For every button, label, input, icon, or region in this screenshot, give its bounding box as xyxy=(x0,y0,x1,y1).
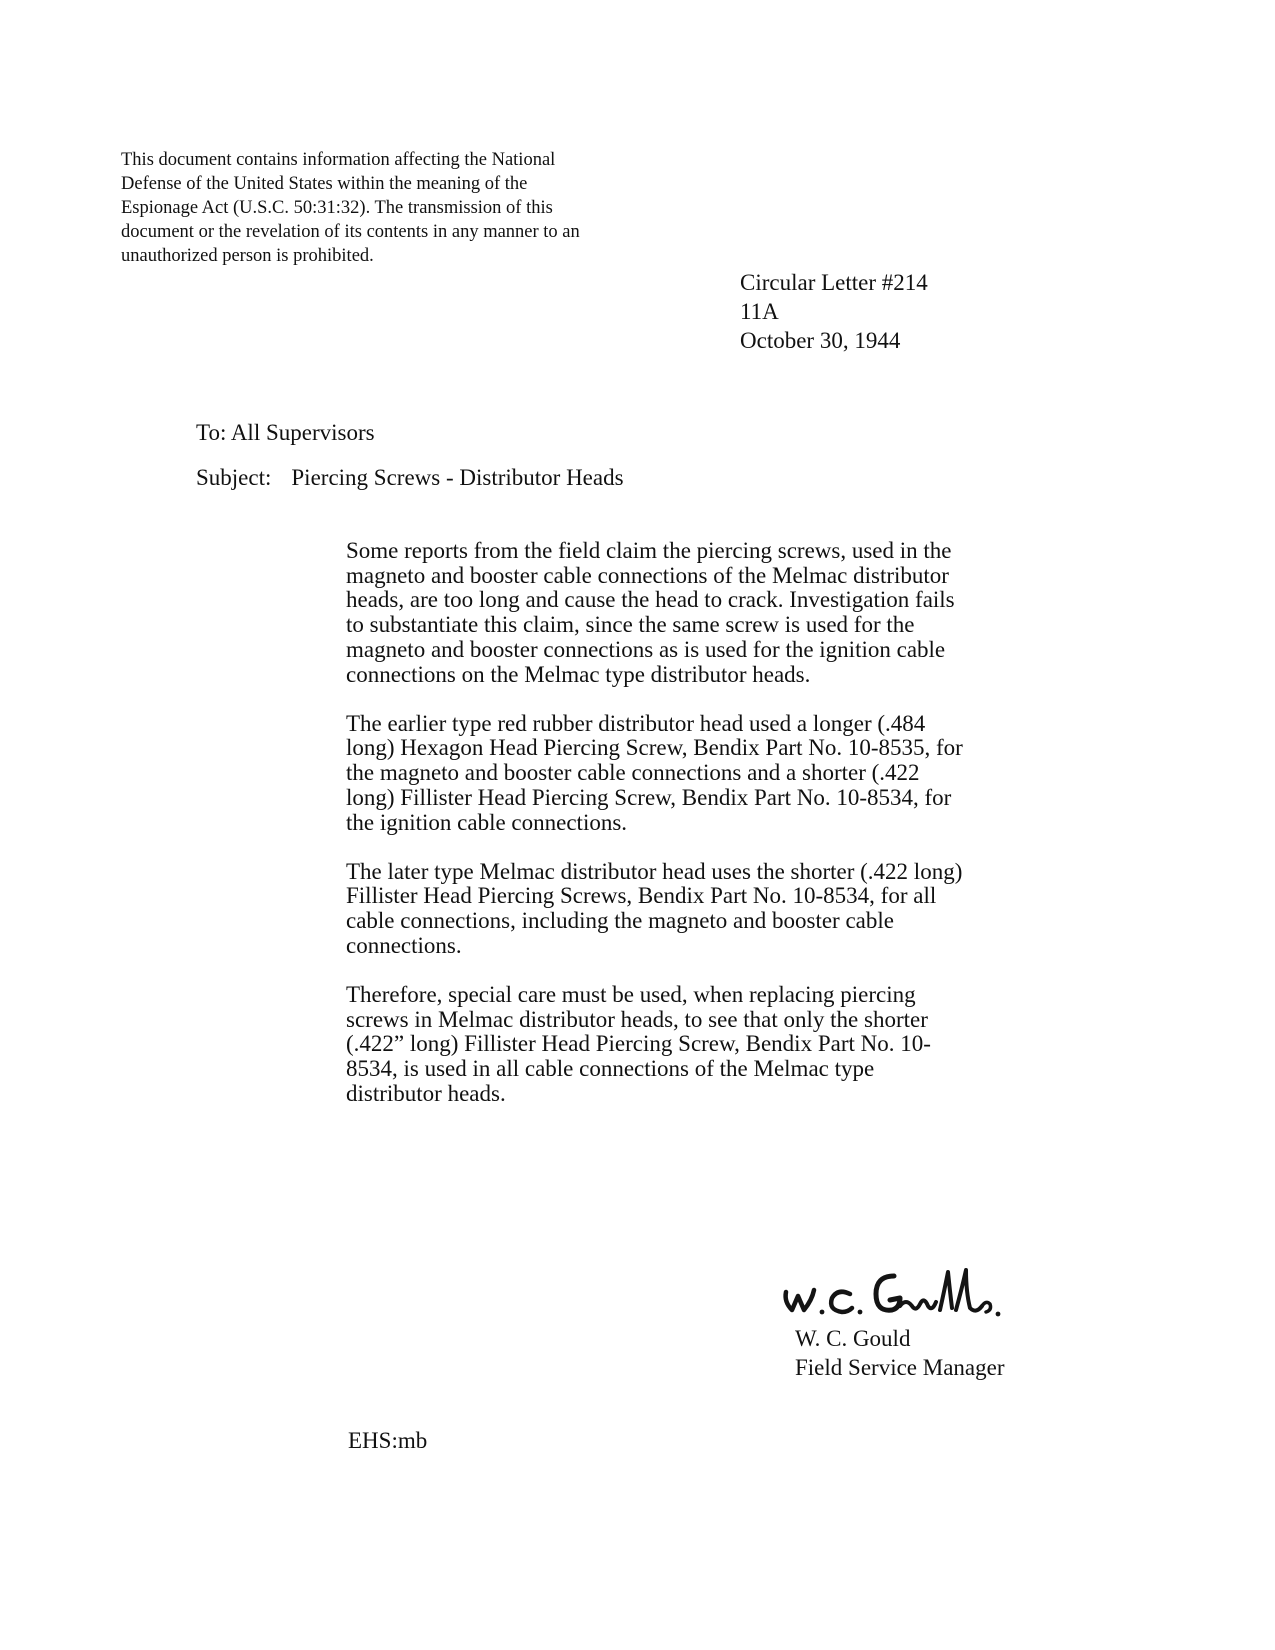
letter-number: Circular Letter #214 xyxy=(740,270,928,295)
notice-line: Espionage Act (U.S.C. 50:31:32). The transmission of this xyxy=(121,198,553,218)
body-paragraph xyxy=(346,860,1046,959)
body-paragraph xyxy=(346,983,1046,1107)
body-line: to substantiate this claim, since the same screw is used for the xyxy=(346,612,915,638)
letter-date: October 30, 1944 xyxy=(740,328,901,353)
body-line: cable connections, including the magneto and booster cable xyxy=(346,908,894,934)
body-line: heads, are too long and cause the head to crack. Investigation fails xyxy=(346,587,955,613)
body-line: distributor heads. xyxy=(346,1080,506,1106)
subject-value: Piercing Screws - Distributor Heads xyxy=(291,465,624,490)
subject-label: Subject: xyxy=(196,465,272,490)
signer-title: Field Service Manager xyxy=(795,1355,1005,1380)
signer-name: W. C. Gould xyxy=(795,1326,911,1351)
body-line: screws in Melmac distributor heads, to see that only the shorter xyxy=(346,1006,928,1032)
body-line: the magneto and booster cable connections and a shorter (.422 xyxy=(346,760,920,786)
notice-line: document or the revelation of its contents in any manner to an xyxy=(121,222,580,242)
signature-block xyxy=(795,1324,1004,1382)
body-line: Therefore, special care must be used, when replacing piercing xyxy=(346,982,916,1008)
body-line: connections on the Melmac type distributor heads. xyxy=(346,661,811,687)
body-line: long) Fillister Head Piercing Screw, Bendix Part No. 10-8534, for xyxy=(346,784,952,810)
notice-line: unauthorized person is prohibited. xyxy=(121,246,374,266)
body-line: Some reports from the field claim the piercing screws, used in the xyxy=(346,538,952,563)
body-line: connections. xyxy=(346,932,462,958)
reference-initials: EHS:mb xyxy=(348,1428,428,1453)
letter-body xyxy=(346,539,1046,1131)
body-line: 8534, is used in all cable connections of the Melmac type xyxy=(346,1056,875,1082)
body-paragraph xyxy=(346,712,1046,836)
body-line: magneto and booster connections as is used for the ignition cable xyxy=(346,636,946,662)
body-line: (.422” long) Fillister Head Piercing Screw, Bendix Part No. 10- xyxy=(346,1031,931,1057)
security-notice xyxy=(121,148,641,268)
subject-line xyxy=(196,463,624,492)
notice-line: Defense of the United States within the meaning of the xyxy=(121,174,528,194)
body-line: The earlier type red rubber distributor head used a longer (.484 xyxy=(346,710,926,736)
body-paragraph xyxy=(346,539,1046,687)
body-line: Fillister Head Piercing Screws, Bendix Part No. 10-8534, for all xyxy=(346,883,937,909)
recipient-line: To: All Supervisors xyxy=(196,420,375,445)
body-line: the ignition cable connections. xyxy=(346,809,628,835)
letter-code: 11A xyxy=(740,299,779,324)
body-line: magneto and booster cable connections of the Melmac distributor xyxy=(346,562,949,588)
notice-line: This document contains information affecting the National xyxy=(121,150,556,170)
body-line: The later type Melmac distributor head uses the shorter (.422 long) xyxy=(346,858,963,884)
letter-header xyxy=(740,268,928,355)
body-line: long) Hexagon Head Piercing Screw, Bendix Part No. 10-8535, for xyxy=(346,735,963,761)
